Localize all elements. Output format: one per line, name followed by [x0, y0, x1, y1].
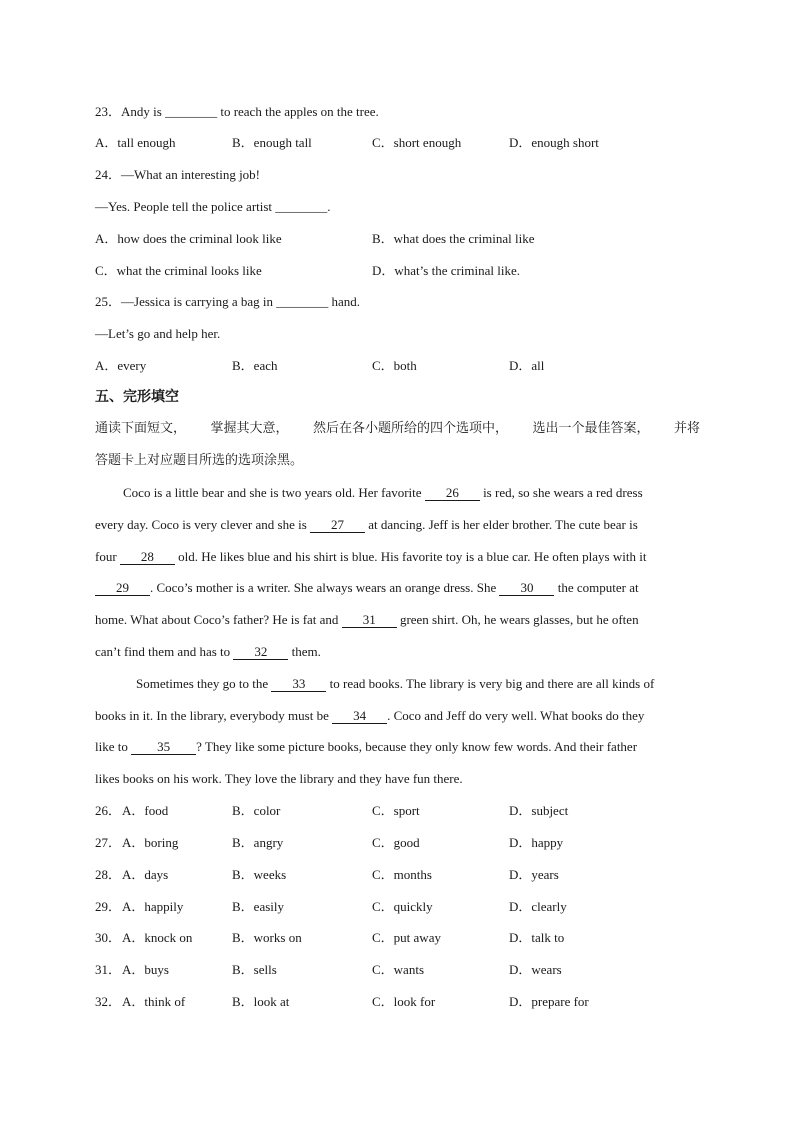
- passage-line: books in it. In the library, everybody must be 34 . Coco and Jeff do very well. What books do they: [95, 708, 645, 723]
- option-b: B．color: [232, 803, 281, 818]
- option-c: C．quickly: [372, 899, 433, 914]
- option-c: C．short enough: [372, 135, 462, 150]
- question-25-stem: 25．—Jessica is carrying a bag in ________ hand.: [95, 294, 361, 309]
- option-a: A．tall enough: [95, 135, 176, 150]
- option-b: B．easily: [232, 899, 284, 914]
- cloze-blank-28: 28: [120, 550, 175, 565]
- option-d: D．wears: [509, 962, 562, 977]
- passage-line: likes books on his work. They love the library and they have fun there.: [95, 771, 463, 786]
- passage-line: 29 . Coco’s mother is a writer. She always wears an orange dress. She 30 the computer at: [95, 579, 639, 597]
- option-a: A．every: [95, 358, 147, 373]
- passage-line: four 28 old. He likes blue and his shirt is blue. His favorite toy is a blue car. He often plays with it: [95, 549, 647, 564]
- section-title: 五、完形填空: [95, 389, 179, 405]
- cloze-blank-30: 30: [499, 581, 554, 596]
- cloze-blank-27: 27: [310, 518, 365, 533]
- question-24-reply: —Yes. People tell the police artist ________.: [95, 199, 331, 214]
- cloze-blank-35: 35: [131, 740, 196, 755]
- option-b: B．weeks: [232, 867, 287, 882]
- question-number: 26．: [95, 803, 122, 818]
- passage-line: like to 35 ? They like some picture books, because they only know few words. And their father: [95, 739, 638, 754]
- option-a: A．happily: [122, 899, 184, 914]
- option-c: C．months: [372, 867, 432, 882]
- option-b: B．enough tall: [232, 135, 312, 150]
- cloze-blank-34: 34: [332, 709, 387, 724]
- option-c: C．good: [372, 835, 420, 850]
- option-a: A．think of: [122, 994, 186, 1009]
- option-d: D．happy: [509, 835, 564, 850]
- question-number: 31．: [95, 962, 122, 977]
- question-number: 24．: [95, 167, 122, 182]
- cloze-blank-33: 33: [271, 677, 326, 692]
- option-d: D．clearly: [509, 899, 567, 914]
- cloze-blank-31: 31: [342, 613, 397, 628]
- option-d: D．years: [509, 867, 559, 882]
- option-d: D．all: [509, 358, 545, 373]
- option-d: D．enough short: [509, 135, 599, 150]
- option-a: A．how does the criminal look like: [95, 231, 282, 246]
- question-number: 28．: [95, 867, 122, 882]
- cloze-blank-29: 29: [95, 581, 150, 596]
- option-b: B．look at: [232, 994, 290, 1009]
- option-c: C．both: [372, 358, 417, 373]
- passage-line: every day. Coco is very clever and she is 27 at dancing. Jeff is her elder brother. The cute bear is: [95, 517, 638, 532]
- passage-line: can’t find them and has to 32 them.: [95, 644, 321, 659]
- section-instructions: 通读下面短文， 掌握其大意， 然后在各小题所给的四个选项中， 选出一个最佳答案， 并将: [95, 421, 700, 436]
- option-d: D．prepare for: [509, 994, 589, 1009]
- option-c: C．wants: [372, 962, 425, 977]
- passage-line: Coco is a little bear and she is two years old. Her favorite 26 is red, so she wears a red dress: [123, 485, 643, 500]
- option-d: D．talk to: [509, 930, 565, 945]
- section-instructions-line2: 答题卡上对应题目所选的选项涂黑。: [95, 453, 304, 468]
- question-number: 32．: [95, 994, 122, 1009]
- cloze-blank-26: 26: [425, 486, 480, 501]
- option-a: A．days: [122, 867, 169, 882]
- question-number: 23．: [95, 104, 122, 119]
- question-number: 27．: [95, 835, 122, 850]
- question-number: 29．: [95, 899, 122, 914]
- option-b: B．angry: [232, 835, 284, 850]
- passage-line: Sometimes they go to the 33 to read books. The library is very big and there are all kinds of: [136, 676, 655, 691]
- option-b: B．what does the criminal like: [372, 231, 535, 246]
- option-a: A．food: [122, 803, 169, 818]
- passage-line: home. What about Coco’s father? He is fat and 31 green shirt. Oh, he wears glasses, but he often: [95, 612, 639, 627]
- option-b: B．works on: [232, 930, 302, 945]
- cloze-blank-32: 32: [233, 645, 288, 660]
- option-a: A．buys: [122, 962, 169, 977]
- option-b: B．sells: [232, 962, 277, 977]
- question-number: 25．: [95, 294, 122, 309]
- option-a: A．knock on: [122, 930, 193, 945]
- question-25-reply: —Let’s go and help her.: [95, 326, 221, 341]
- option-b: B．each: [232, 358, 278, 373]
- question-24-stem: 24．—What an interesting job!: [95, 167, 261, 182]
- option-d: D．subject: [509, 803, 569, 818]
- option-a: A．boring: [122, 835, 179, 850]
- question-number: 30．: [95, 930, 122, 945]
- answer-blank: ________: [165, 104, 218, 119]
- option-d: D．what’s the criminal like.: [372, 263, 521, 278]
- question-23-stem: 23．Andy is ________ to reach the apples on the tree.: [95, 104, 379, 119]
- option-c: C．look for: [372, 994, 436, 1009]
- option-c: C．sport: [372, 803, 420, 818]
- option-c: C．put away: [372, 930, 441, 945]
- option-c: C．what the criminal looks like: [95, 263, 262, 278]
